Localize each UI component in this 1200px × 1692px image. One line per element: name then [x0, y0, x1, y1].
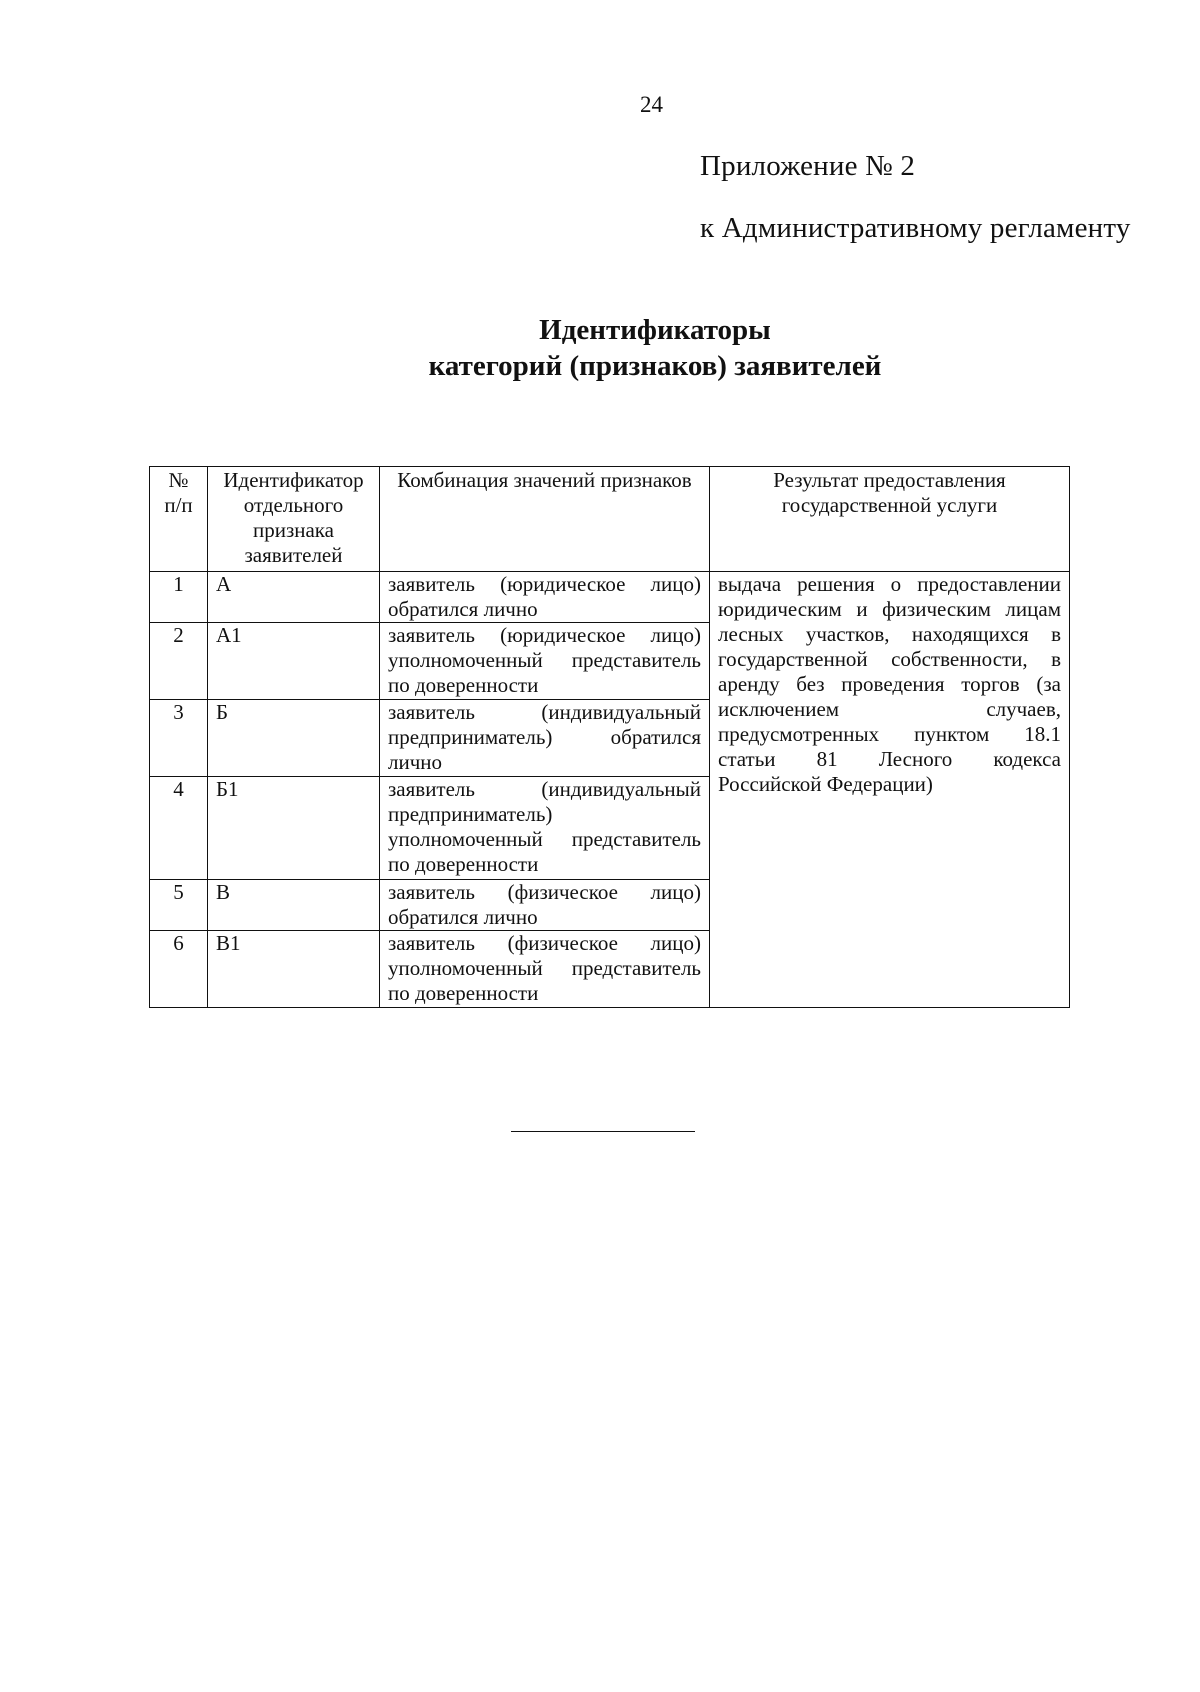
appendix-subtitle: к Административному регламенту: [700, 212, 1131, 244]
row-num: 5: [150, 880, 208, 931]
result-cell: выдача решения о предоставлении юридическим и физическим лицам лесных участков, находящихся в государственной собственности, в аренду без проведения торгов (за исключением случаев, предусмотренных пунктом 18.1 статьи 81 Лесного кодекса Российской Федерации): [710, 572, 1070, 1008]
row-combination: заявитель (индивидуальный предприниматель) уполномоченный представитель по доверенности: [380, 777, 710, 880]
row-num: 1: [150, 572, 208, 623]
heading-line-2: категорий (признаков) заявителей: [428, 350, 882, 382]
header-combination: Комбинация значений признаков: [380, 467, 710, 572]
footer-divider: [511, 1131, 695, 1132]
row-num: 2: [150, 623, 208, 700]
table-header-row: [150, 467, 1070, 572]
heading-line-1: Идентификаторы: [539, 314, 771, 346]
row-identifier: В1: [208, 931, 380, 1008]
row-identifier: А1: [208, 623, 380, 700]
table-row: [150, 572, 1070, 623]
row-identifier: В: [208, 880, 380, 931]
header-num: № п/п: [150, 467, 208, 572]
page-number: 24: [640, 92, 663, 117]
document-heading: [0, 312, 1200, 384]
row-combination: заявитель (физическое лицо) обратился лично: [380, 880, 710, 931]
row-num: 3: [150, 700, 208, 777]
row-combination: заявитель (юридическое лицо) уполномоченный представитель по доверенности: [380, 623, 710, 700]
appendix-title: Приложение № 2: [700, 150, 916, 182]
row-combination: заявитель (индивидуальный предприниматель) обратился лично: [380, 700, 710, 777]
row-identifier: Б1: [208, 777, 380, 880]
row-identifier: А: [208, 572, 380, 623]
row-combination: заявитель (физическое лицо) уполномоченный представитель по доверенности: [380, 931, 710, 1008]
row-num: 4: [150, 777, 208, 880]
row-combination: заявитель (юридическое лицо) обратился лично: [380, 572, 710, 623]
row-num: 6: [150, 931, 208, 1008]
row-identifier: Б: [208, 700, 380, 777]
identifiers-table: [149, 466, 1070, 1008]
header-identifier: Идентификатор отдельного признака заявителей: [208, 467, 380, 572]
header-result: Результат предоставления государственной услуги: [710, 467, 1070, 572]
